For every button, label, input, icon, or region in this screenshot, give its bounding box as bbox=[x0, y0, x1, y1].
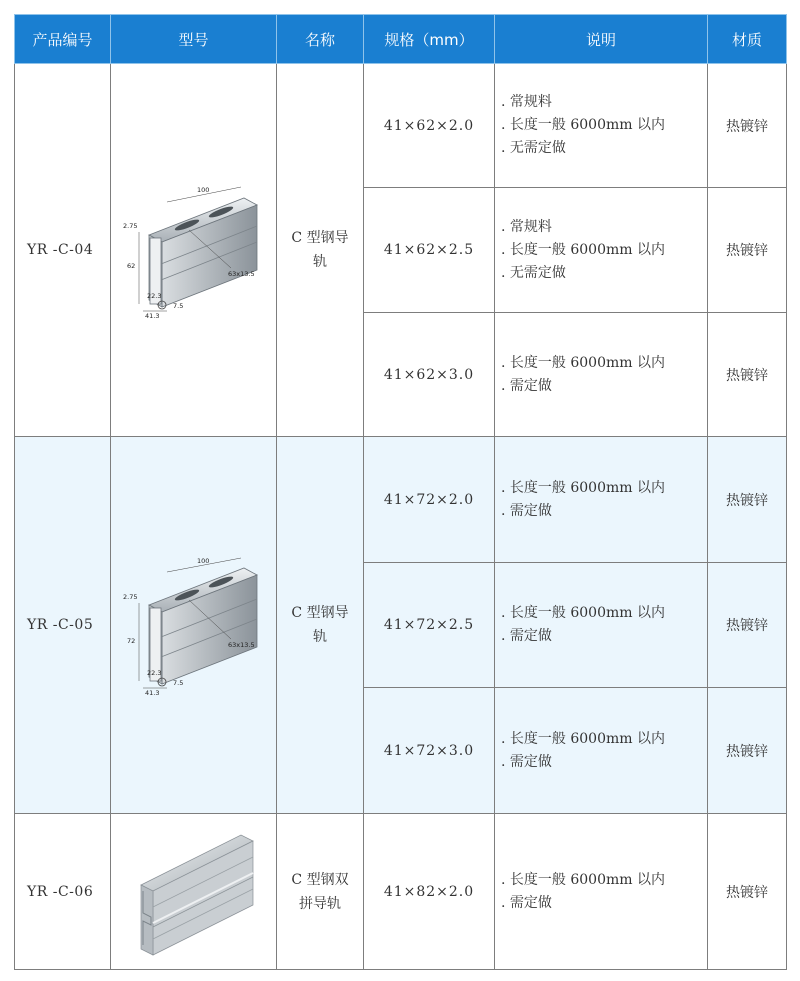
dim-width: 100 bbox=[196, 186, 209, 194]
spec-value: 41×72×2.0 bbox=[364, 437, 495, 563]
material: 热镀锌 bbox=[708, 188, 787, 313]
description-line: . 需定做 bbox=[501, 894, 552, 911]
description bbox=[495, 64, 708, 188]
double-c-channel-rail-image bbox=[129, 827, 259, 957]
description bbox=[495, 437, 708, 563]
dim-inner: 22.3 bbox=[146, 669, 161, 677]
material: 热镀锌 bbox=[708, 688, 787, 814]
dim-height: 62 bbox=[126, 262, 135, 270]
table-row bbox=[15, 814, 787, 970]
header-row bbox=[15, 15, 787, 64]
description bbox=[495, 313, 708, 437]
product-name-text: C 型钢双拼导轨 bbox=[291, 871, 349, 912]
dim-thickness: 2.75 bbox=[122, 222, 137, 230]
spec-value: 41×72×2.5 bbox=[364, 563, 495, 688]
c-channel-rail-diagram bbox=[119, 555, 269, 695]
description-line: . 长度一般 6000mm 以内 bbox=[501, 479, 665, 496]
spec-value: 41×62×2.0 bbox=[364, 64, 495, 188]
spec-value: 41×72×3.0 bbox=[364, 688, 495, 814]
dim-width: 100 bbox=[196, 557, 209, 565]
spec-value: 41×82×2.0 bbox=[364, 814, 495, 970]
model-image-cell bbox=[111, 437, 277, 814]
dim-slot: 63x13.5 bbox=[227, 270, 255, 278]
description bbox=[495, 563, 708, 688]
description-line: . 长度一般 6000mm 以内 bbox=[501, 605, 665, 621]
description-line: . 无需定做 bbox=[501, 264, 566, 281]
table-row bbox=[15, 437, 787, 563]
spec-value: 41×62×3.0 bbox=[364, 313, 495, 437]
product-name-text: C 型钢导轨 bbox=[291, 605, 349, 645]
dim-slot: 63x13.5 bbox=[227, 641, 255, 649]
product-name-text: C 型钢导轨 bbox=[291, 230, 349, 270]
product-code: YR -C-04 bbox=[15, 64, 111, 437]
table-row bbox=[15, 64, 787, 188]
description-line: . 需定做 bbox=[501, 628, 552, 644]
description-line: . 需定做 bbox=[501, 377, 552, 394]
model-image-cell bbox=[111, 814, 277, 970]
description bbox=[495, 814, 708, 970]
description-line: . 长度一般 6000mm 以内 bbox=[501, 871, 665, 888]
product-code: YR -C-05 bbox=[15, 437, 111, 814]
product-name bbox=[277, 814, 364, 970]
dim-lip: 7.5 bbox=[172, 679, 183, 687]
dim-height: 72 bbox=[126, 637, 135, 645]
description-line: . 常规料 bbox=[501, 94, 552, 110]
product-name bbox=[277, 437, 364, 814]
header-spec: 规格（mm） bbox=[364, 15, 495, 64]
material: 热镀锌 bbox=[708, 563, 787, 688]
spec-value: 41×62×2.5 bbox=[364, 188, 495, 313]
model-image-cell bbox=[111, 64, 277, 437]
product-name bbox=[277, 64, 364, 437]
description-line: . 长度一般 6000mm 以内 bbox=[501, 730, 665, 747]
dim-base: 41.3 bbox=[144, 312, 159, 320]
description-line: . 需定做 bbox=[501, 753, 552, 770]
header-product-code: 产品编号 bbox=[15, 15, 111, 64]
description-line: . 长度一般 6000mm 以内 bbox=[501, 117, 665, 133]
material: 热镀锌 bbox=[708, 64, 787, 188]
dim-lip: 7.5 bbox=[172, 302, 183, 310]
header-name: 名称 bbox=[277, 15, 364, 64]
material: 热镀锌 bbox=[708, 437, 787, 563]
material: 热镀锌 bbox=[708, 814, 787, 970]
description bbox=[495, 688, 708, 814]
c-channel-rail-diagram bbox=[119, 180, 269, 320]
description bbox=[495, 188, 708, 313]
description-line: . 常规料 bbox=[501, 218, 552, 235]
product-spec-table bbox=[14, 14, 787, 970]
description-line: . 长度一般 6000mm 以内 bbox=[501, 241, 665, 258]
description-line: . 无需定做 bbox=[501, 140, 566, 156]
material: 热镀锌 bbox=[708, 313, 787, 437]
header-material: 材质 bbox=[708, 15, 787, 64]
dim-inner: 22.3 bbox=[146, 292, 161, 300]
dim-thickness: 2.75 bbox=[122, 593, 137, 601]
description-line: . 需定做 bbox=[501, 502, 552, 519]
header-description: 说明 bbox=[495, 15, 708, 64]
header-model: 型号 bbox=[111, 15, 277, 64]
product-code: YR -C-06 bbox=[15, 814, 111, 970]
dim-base: 41.3 bbox=[144, 689, 159, 695]
description-line: . 长度一般 6000mm 以内 bbox=[501, 354, 665, 371]
